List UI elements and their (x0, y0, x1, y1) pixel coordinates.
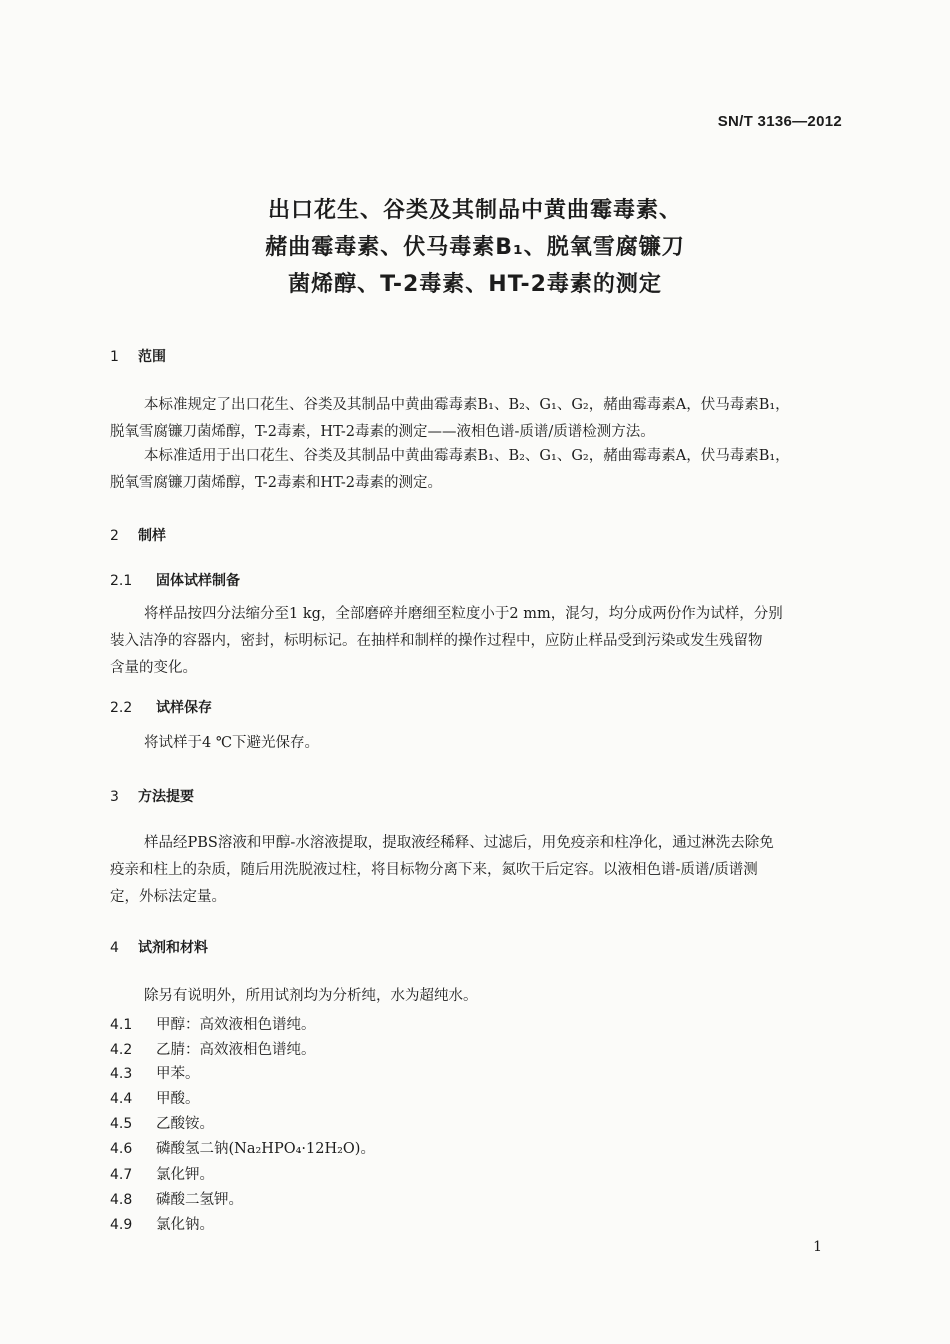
item-text: 乙酸铵。 (156, 1116, 214, 1132)
section-2-1-paragraph (110, 601, 842, 682)
title-line-1: 出口花生、谷类及其制品中黄曲霉毒素、 (267, 198, 682, 223)
text-line: 疫亲和柱上的杂质，随后用洗脱液过柱，将目标物分离下来，氮吹干后定容。以液相色谱-质谱/质谱测 (110, 862, 758, 878)
item-number: 4.1 (110, 1017, 133, 1033)
item-number: 4.6 (110, 1141, 133, 1157)
section-2-1-heading (110, 570, 240, 590)
item-text: 磷酸氢二钠(Na₂HPO₄·12H₂O)。 (156, 1141, 375, 1157)
list-item (110, 1062, 200, 1083)
section-3-paragraph (110, 830, 842, 911)
text-line: 装入洁净的容器内，密封，标明标记。在抽样和制样的操作过程中，应防止样品受到污染或发生残留物 (110, 633, 763, 649)
section-title: 方法提要 (138, 789, 194, 805)
item-number: 4.8 (110, 1192, 133, 1208)
section-2-heading (110, 525, 166, 545)
item-text: 氯化钾。 (156, 1167, 214, 1183)
text-line: 脱氧雪腐镰刀菌烯醇，T-2毒素和HT-2毒素的测定。 (110, 475, 442, 491)
standard-number: SN/T 3136—2012 (717, 113, 842, 130)
title-line-2: 赭曲霉毒素、伏马毒素B₁、脱氧雪腐镰刀 (265, 235, 685, 260)
section-title: 试剂和材料 (138, 940, 208, 956)
section-number: 2 (110, 528, 119, 544)
section-number: 2.2 (110, 700, 133, 716)
section-1-paragraph-1 (110, 392, 842, 446)
text-line: 样品经PBS溶液和甲醇-水溶液提取，提取液经稀释、过滤后，用免疫亲和柱净化，通过淋洗去除免 (144, 835, 774, 851)
text-line: 定，外标法定量。 (110, 889, 226, 905)
section-4-heading (110, 937, 208, 957)
item-text: 甲醇：高效液相色谱纯。 (156, 1017, 316, 1033)
section-title: 固体试样制备 (156, 573, 240, 589)
item-number: 4.9 (110, 1217, 133, 1233)
section-number: 1 (110, 349, 119, 365)
document-title (0, 192, 950, 303)
item-number: 4.4 (110, 1091, 133, 1107)
section-2-2-paragraph (110, 730, 842, 757)
list-item (110, 1137, 375, 1158)
text-line: 将样品按四分法缩分至1 kg，全部磨碎并磨细至粒度小于2 mm，混匀，均分成两份作为试样，分别 (144, 606, 783, 622)
list-item (110, 1163, 214, 1184)
list-item (110, 1013, 316, 1034)
section-title: 范围 (138, 349, 166, 365)
text-line: 含量的变化。 (110, 660, 197, 676)
text-line: 本标准规定了出口花生、谷类及其制品中黄曲霉毒素B₁、B₂、G₁、G₂，赭曲霉毒素A，伏马毒素B₁， (144, 397, 790, 413)
section-number: 2.1 (110, 573, 133, 589)
item-text: 磷酸二氢钾。 (156, 1192, 243, 1208)
list-item (110, 1112, 214, 1133)
item-text: 甲酸。 (156, 1091, 200, 1107)
item-number: 4.3 (110, 1066, 133, 1082)
section-3-heading (110, 786, 194, 806)
text-line: 脱氧雪腐镰刀菌烯醇，T-2毒素，HT-2毒素的测定——液相色谱-质谱/质谱检测方法。 (110, 424, 655, 440)
title-line-3: 菌烯醇、T-2毒素、HT-2毒素的测定 (288, 272, 662, 297)
list-item (110, 1087, 200, 1108)
text-line: 将试样于4 ℃下避光保存。 (144, 735, 320, 751)
list-item (110, 1188, 243, 1209)
item-number: 4.5 (110, 1116, 133, 1132)
section-2-2-heading (110, 697, 212, 717)
text-line: 除另有说明外，所用试剂均为分析纯，水为超纯水。 (144, 988, 478, 1004)
item-text: 氯化钠。 (156, 1217, 214, 1233)
section-title: 试样保存 (156, 700, 212, 716)
item-number: 4.7 (110, 1167, 133, 1183)
section-title: 制样 (138, 528, 166, 544)
section-4-intro (110, 983, 842, 1010)
item-text: 乙腈：高效液相色谱纯。 (156, 1042, 316, 1058)
section-1-heading (110, 346, 166, 366)
item-text: 甲苯。 (156, 1066, 200, 1082)
list-item (110, 1038, 316, 1059)
item-number: 4.2 (110, 1042, 133, 1058)
text-line: 本标准适用于出口花生、谷类及其制品中黄曲霉毒素B₁、B₂、G₁、G₂，赭曲霉毒素A，伏马毒素B₁， (144, 448, 790, 464)
section-number: 3 (110, 789, 119, 805)
section-number: 4 (110, 940, 119, 956)
list-item (110, 1213, 214, 1234)
section-1-paragraph-2 (110, 443, 842, 497)
page-number: 1 (813, 1239, 822, 1255)
